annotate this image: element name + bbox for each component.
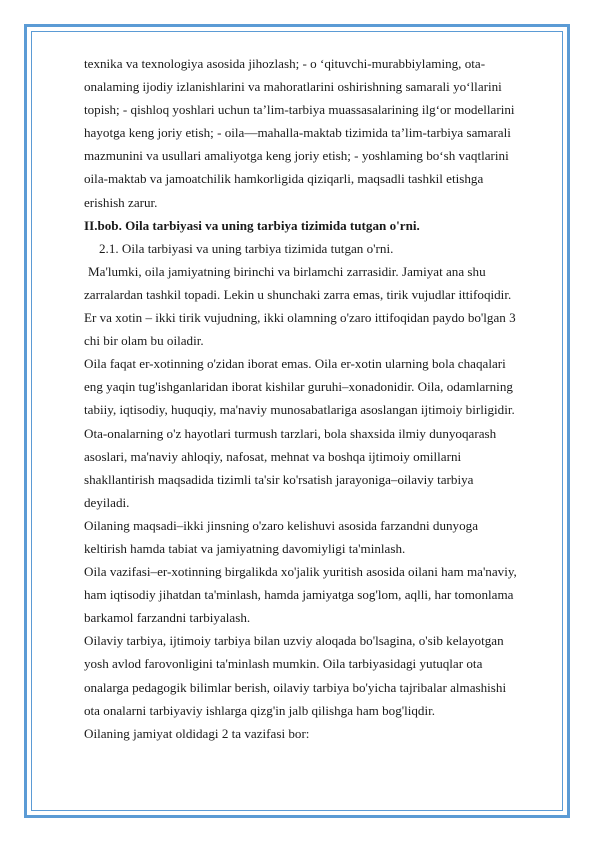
text-line: asoslari, ma'naviy ahloqiy, nafosat, mehnat va boshqa ijtimoiy omillarni	[84, 448, 462, 464]
text-line: Er va xotin – ikki tirik vujudning, ikki olamning o'zaro ittifoqidan paydo bo'lgan 3	[84, 310, 516, 326]
text-line: texnika va texnologiya asosida jihozlash; - o ‘qituvchi-murabbiylaming, ota-	[84, 56, 486, 71]
text-line: ota onalarni tarbiyaviy ishlarga qizg'in jalb qilishga ham bog'liqdir.	[84, 702, 436, 718]
section-subheading: 2.1. Oila tarbiyasi va uning tarbiya tizimida tutgan o'rni.	[99, 240, 394, 256]
chapter-heading: II.bob. Oila tarbiyasi va uning tarbiya tizimida tutgan o'rni.	[84, 217, 420, 233]
text-line: Oila vazifasi–er-xotinning birgalikda xo'jalik yuritish asosida oilani ham ma'naviy,	[84, 564, 517, 580]
text-line: keltirish hamda tabiat va jamiyatning davomiyligi ta'minlash.	[84, 540, 406, 556]
text-line: zarralardan tashkil topadi. Lekin u shunchaki zarra emas, tirik vujudlar ittifoqidir.	[84, 286, 512, 302]
text-line: chi bir olam bu oiladir.	[84, 333, 204, 349]
text-line: Oilaning maqsadi–ikki jinsning o'zaro kelishuvi asosida farzandni dunyoga	[84, 517, 479, 533]
text-line: oila-maktab va jamoatchilik hamkorligida qiziqarli, maqsadli tashkil etishga	[84, 171, 484, 187]
text-line: eng yaqin tug'ishganlaridan iborat kishilar guruhi–xonadonidir. Oila, odamlarning	[84, 379, 513, 395]
text-line: topish; - qishloq yoshlari uchun ta’lim-tarbiya muassasalarining ilg‘or modellarini	[84, 102, 515, 118]
text-line: Ota-onalarning o'z hayotlari turmush tarzlari, bola shaxsida ilmiy dunyoqarash	[84, 425, 497, 441]
text-line: hayotga keng joriy etish; - oila—mahalla-maktab tizimida ta’lim-tarbiya samarali	[84, 125, 511, 141]
text-line: ham iqtisodiy jihatdan ta'minlash, hamda jamiyatga sog'lom, aqlli, har tomonlama	[84, 587, 514, 603]
text-line: barkamol farzandni tarbiyalash.	[84, 610, 251, 626]
text-line: yosh avlod farovonligini ta'minlash mumkin. Oila tarbiyasidagi yutuqlar ota	[84, 656, 483, 672]
text-line: Oila faqat er-xotinning o'zidan iborat emas. Oila er-xotin ularning bola chaqalari	[84, 356, 506, 372]
text-line: mazmunini va usullari amaliyotga keng joriy etish; - yoshlaming bo‘sh vaqtlarini	[84, 148, 509, 164]
text-line: Oilaviy tarbiya, ijtimoiy tarbiya bilan uzviy aloqada bo'lsagina, o'sib kelayotgan	[84, 633, 504, 649]
text-line: Oilaning jamiyat oldidagi 2 ta vazifasi bor:	[84, 725, 310, 741]
text-line: onalaming ijodiy izlanishlarini va mahoratlarini oshirishning samarali yo‘llarini	[84, 79, 502, 95]
text-line: shakllantirish maqsadida tizimli ta'sir ko'rsatish jarayoniga–oilaviy tarbiya	[84, 471, 474, 487]
text-line: onalarga pedagogik bilimlar berish, oilaviy tarbiya bo'yicha tajribalar almashishi	[84, 679, 507, 695]
document-body	[84, 52, 552, 745]
text-line: tabiiy, iqtisodiy, huquqiy, ma'naviy munosabatlariga asoslangan ijtimoiy birligidir.	[84, 402, 515, 418]
text-line: deyiladi.	[84, 494, 130, 510]
text-line: Ma'lumki, oila jamiyatning birinchi va birlamchi zarrasidir. Jamiyat ana shu	[88, 263, 486, 279]
text-line: erishish zarur.	[84, 194, 158, 210]
